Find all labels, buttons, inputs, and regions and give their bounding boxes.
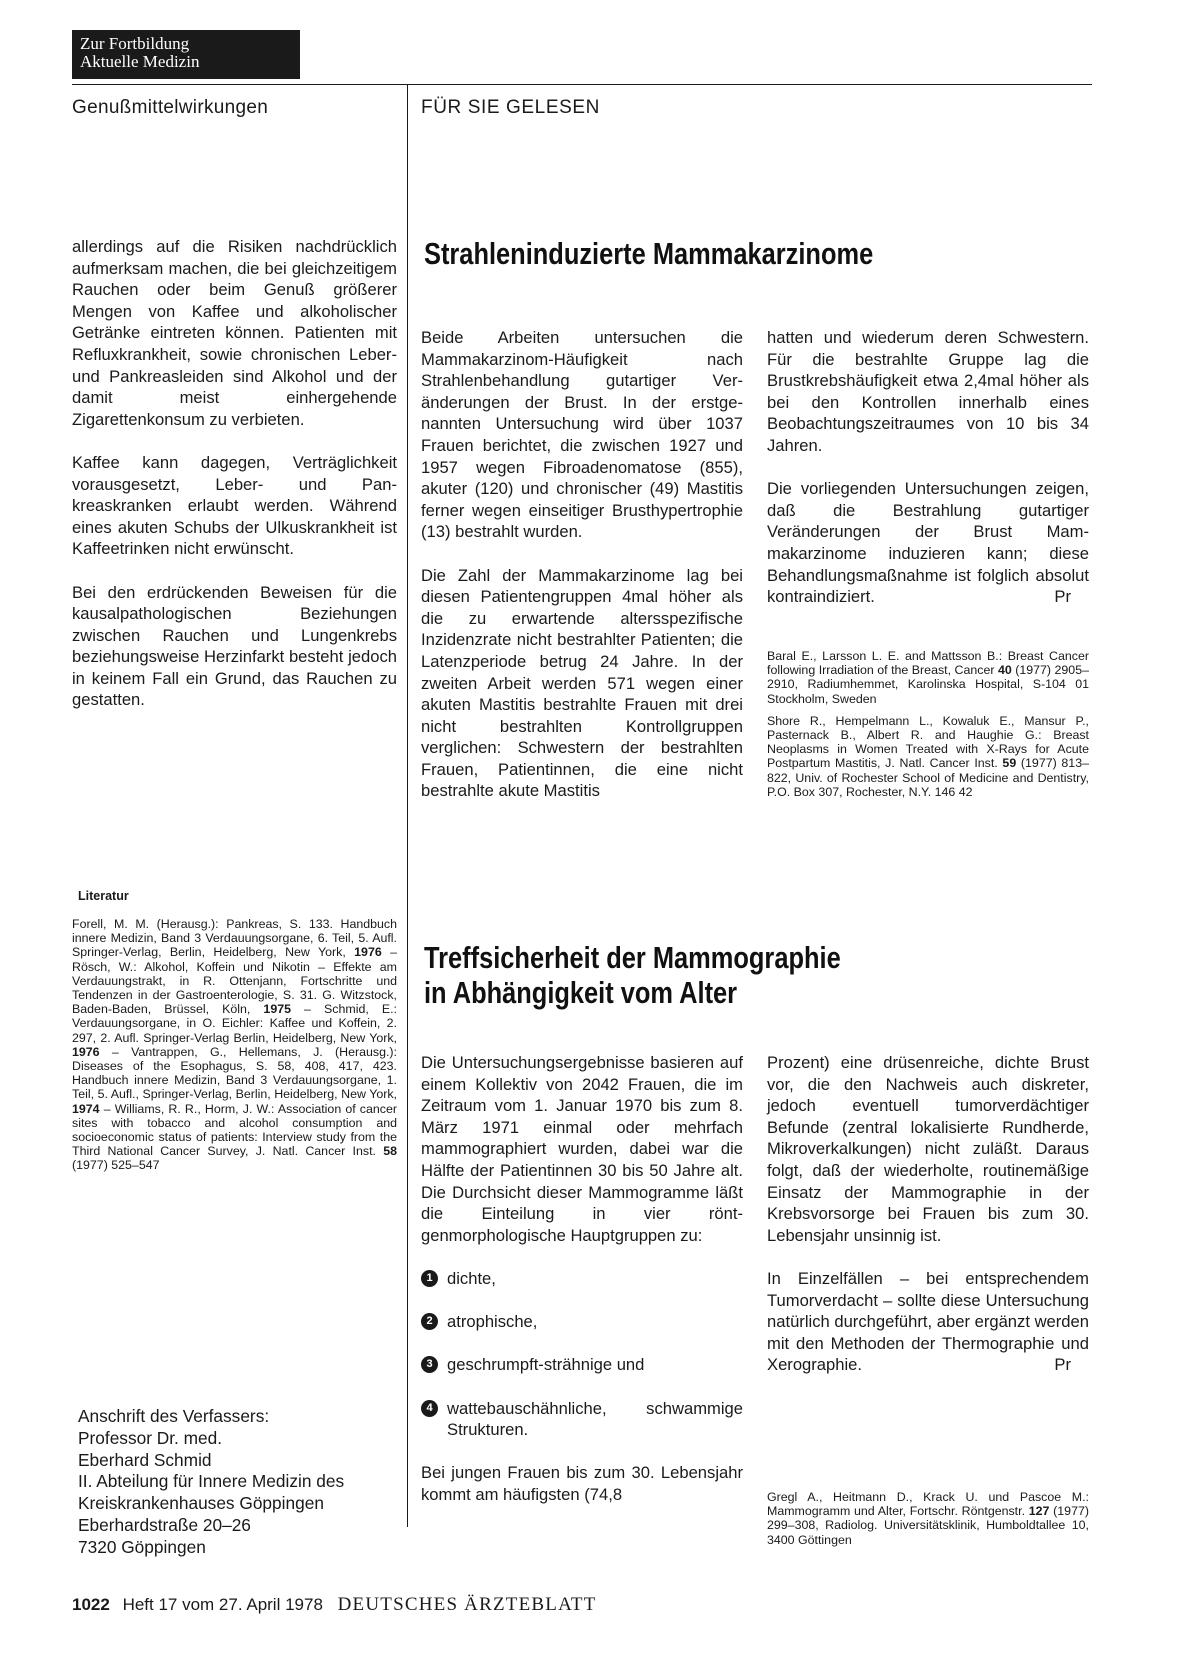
left-paragraph: Kaffee kann dagegen, Verträglichkeit vorausgesetzt, Leber- und Pankreaskranken erlaubt werden. Während eines akuten Schubs der Ulkuskrankheit ist Kaffeetrinken nicht erwünscht. <box>72 452 397 559</box>
article2-title-line-1: Treffsicherheit der Mammographie <box>424 940 841 975</box>
address-line: Professor Dr. med. <box>78 1427 223 1448</box>
article1-closing-paragraph <box>767 478 1089 608</box>
article1-references <box>767 649 1089 799</box>
reference-item: Baral E., Larsson L. E. and Mattsson B.: Breast Cancer following Irradiation of the Breast, Cancer 40 (1977) 2905–2910, Radiumhemmet, Karolinska Hospital, S-104 01 Stockholm, Sweden <box>767 649 1089 706</box>
address-line: Eberhardstraße 20–26 <box>78 1514 251 1535</box>
number-bullet-icon: 1 <box>421 1270 438 1287</box>
badge-line-2: Aktuelle Medizin <box>80 52 200 71</box>
address-line: Anschrift des Verfassers: <box>78 1406 270 1426</box>
issue-info: Heft 17 vom 27. April 1978 <box>122 1595 323 1614</box>
list-item: 2 atrophische, <box>421 1311 743 1333</box>
address-line: Eberhard Schmid <box>78 1449 212 1470</box>
article2-column-1 <box>421 1052 743 1505</box>
address-line: Kreiskrankenhauses Göppingen <box>78 1493 324 1514</box>
reference-item: Shore R., Hempelmann L., Kowaluk E., Mansur P., Pasternack B., Albert R. and Haughie G.: Breast Neoplasms in Women Treated with X-Rays for Acute Postpartum Mastitis, J. Natl. Cancer Inst. 59 (1977) 813–822, Univ. of Rochester School of Medicine and Dentistry, P.O. Box 307, Rochester, N.Y. 146 42 <box>767 713 1089 799</box>
page-footer <box>72 1594 597 1616</box>
list-item: 4 wattebauschähnliche, schwammige Strukturen. <box>421 1398 743 1441</box>
number-bullet-icon: 2 <box>421 1313 438 1330</box>
page-number: 1022 <box>72 1595 110 1614</box>
journal-name: DEUTSCHES ÄRZTEBLATT <box>337 1594 597 1615</box>
left-column-text <box>72 236 397 733</box>
article1-paragraph: Die Zahl der Mammakarzinome lag bei diesen Patientengruppen 4mal höher als die zu erwartende altersspezifische Inzidenzrate nicht bestrahlter Patienten; die Latenzperiode betrug 24 Jahre. In der zweiten Arbeit werden 571 wegen einer akuten Mastitis bestrahlte Frauen mit drei nicht bestrahlten Kontrollgruppen verglichen: Schwestern der bestrahlten Frauen, Patientinnen, die eine nicht bestrahlte akute Mastitis <box>421 565 743 801</box>
article1-closing-text: Die vorliegenden Untersuchungen zeigen, daß die Bestrahlung gutartiger Veränderungen der Brust Mammakarzinome induzieren kann; diese Behandlungsmaßnahme ist folglich absolut kontraindiziert. <box>767 479 1089 607</box>
section-badge <box>72 30 300 79</box>
article2-closing-text: In Einzelfällen – bei entsprechendem Tumorverdacht – sollte diese Untersuchung natürlich durchgeführt, aber ergänzt werden mit den Methoden der Thermographie und Xerographie. <box>767 1268 1089 1375</box>
article2-paragraph: Bei jungen Frauen bis zum 30. Lebensjahr kommt am häufigsten (74,8 <box>421 1463 743 1504</box>
article1-column-1 <box>421 327 743 824</box>
badge-line-1: Zur Fortbildung <box>80 34 190 53</box>
article1-column-2 <box>767 327 1089 608</box>
article1-paragraph: hatten und wiederum deren Schwestern. Für die bestrahlte Gruppe lag die Brustkrebshäufigkeit etwa 2,4mal höher als bei den Kontrollen innerhalb eines Beobachtungszeitraumes von 10 bis 34 Jahren. <box>767 328 1089 455</box>
article2-closing-paragraph <box>767 1268 1089 1376</box>
article2-intro: Die Untersuchungsergebnisse basieren auf einem Kollektiv von 2042 Frauen, die im Zeitraum vom 1. Januar 1970 bis zum 8. März 1971 einmal oder mehrfach mammographiert wurden, dabei war die Hälfte der Patientinnen 30 bis 50 Jahre alt. Die Durchsicht dieser Mammogramme läßt die Einteilung in vier röntgenmorphologische Hauptgruppen zu: <box>421 1053 743 1245</box>
section-title-right: FÜR SIE GELESEN <box>421 97 600 118</box>
article2-title-line-2: in Abhängigkeit vom Alter <box>424 975 738 1010</box>
number-bullet-icon: 4 <box>421 1400 438 1417</box>
number-bullet-icon: 3 <box>421 1356 438 1373</box>
column-divider <box>407 84 408 1527</box>
article1-title: Strahleninduzierte Mammakarzinome <box>424 236 874 271</box>
section-title-left: Genußmittelwirkungen <box>72 97 269 118</box>
literature-heading: Literatur <box>78 889 129 903</box>
article1-signature: Pr <box>1054 587 1071 607</box>
left-paragraph: allerdings auf die Risiken nachdrücklich aufmerksam machen, die bei gleichzeitigem Rauchen oder beim Genuß größerer Mengen von Kaffee und alkoholischer Getränke eintreten können. Patienten mit Refluxkrankheit, sowie chronischen Leber- und Pankreasleiden sind Alkohol und der damit meist einhergehende Zigarettenkonsum zu verbieten. <box>72 237 397 429</box>
article2-column-2 <box>767 1052 1089 1376</box>
article2-signature: Pr <box>1054 1355 1071 1375</box>
author-address <box>78 1406 344 1559</box>
header-rule <box>72 84 1092 85</box>
list-item: 1 dichte, <box>421 1268 743 1290</box>
address-line: 7320 Göppingen <box>78 1536 206 1557</box>
article2-paragraph: Prozent) eine drüsenreiche, dichte Brust vor, die den Nachweis auch diskreter, jedoch eventuell tumorverdächtiger Befunde (zentral lokalisierte Rundherde, Mikroverkalkungen) nicht zuläßt. Daraus folgt, daß der wiederholte, routinemäßige Einsatz der Mammographie in der Krebsvorsorge bei Frauen bis zum 30. Lebensjahr unsinnig ist. <box>767 1053 1089 1245</box>
article2-title <box>424 940 841 1010</box>
reference-item: Gregl A., Heitmann D., Krack U. und Pascoe M.: Mammogramm und Alter, Fortschr. Röntgenstr. 127 (1977) 299–308, Radiolog. Universitätsklinik, Humboldtallee 10, 3400 Göttingen <box>767 1490 1089 1547</box>
literature-list: Forell, M. M. (Herausg.): Pankreas, S. 133. Handbuch innere Medizin, Band 3 Verdauungsorgane, 6. Teil, 5. Aufl. Springer-Verlag, Berlin, Heidelberg, New York, 1976 – Rösch, W.: Alkohol, Koffein und Nikotin – Effekte am Verdauungstrakt, in R. Ottenjann, Fortschritte und Tendenzen in der Gastroenterologie, S. 31. G. Witzstock, Baden-Baden, Brüssel, Köln, 1975 – Schmid, E.: Verdauungsorgane, in O. Eichler: Kaffee und Koffein, 2. 297, 2. Aufl. Springer-Verlag Berlin, Heidelberg, New York, 1976 – Vantrappen, G., Hellemans, J. (Herausg.): Diseases of the Esophagus, S. 58, 408, 417, 423. Handbuch innere Medizin, Band 3 Verdauungsorgane, 1. Teil, 5. Aufl., Springer-Verlag, Berlin, Heidelberg, New York, 1974 – Williams, R. R., Horm, J. W.: Association of cancer sites with tobacco and alcohol consumption and socioeconomic status of patients: Interview study from the Third National Cancer Survey, J. Natl. Cancer Inst. 58 (1977) 525–547 <box>72 917 397 1173</box>
left-paragraph: Bei den erdrückenden Beweisen für die kausalpathologischen Beziehungen zwischen Rauchen und Lungenkrebs beziehungsweise Herzinfarkt besteht jedoch in keinem Fall ein Grund, das Rauchen zu gestatten. <box>72 582 397 710</box>
list-item: 3 geschrumpft-strähnige und <box>421 1354 743 1376</box>
article1-paragraph: Beide Arbeiten untersuchen die Mammakarzinom-Häufigkeit nach Strahlenbehandlung gutartiger Veränderungen der Brust. In der erstgenannten Untersuchung wird über 1037 Frauen berichtet, die zwischen 1927 und 1957 wegen Fibroadenomatose (855), akuter (120) und chronischer (49) Mastitis ferner wegen einseitiger Brusthypertrophie (13) bestrahlt wurden. <box>421 328 743 542</box>
article2-references <box>767 1490 1089 1547</box>
address-line: II. Abteilung für Innere Medizin des <box>78 1471 345 1492</box>
